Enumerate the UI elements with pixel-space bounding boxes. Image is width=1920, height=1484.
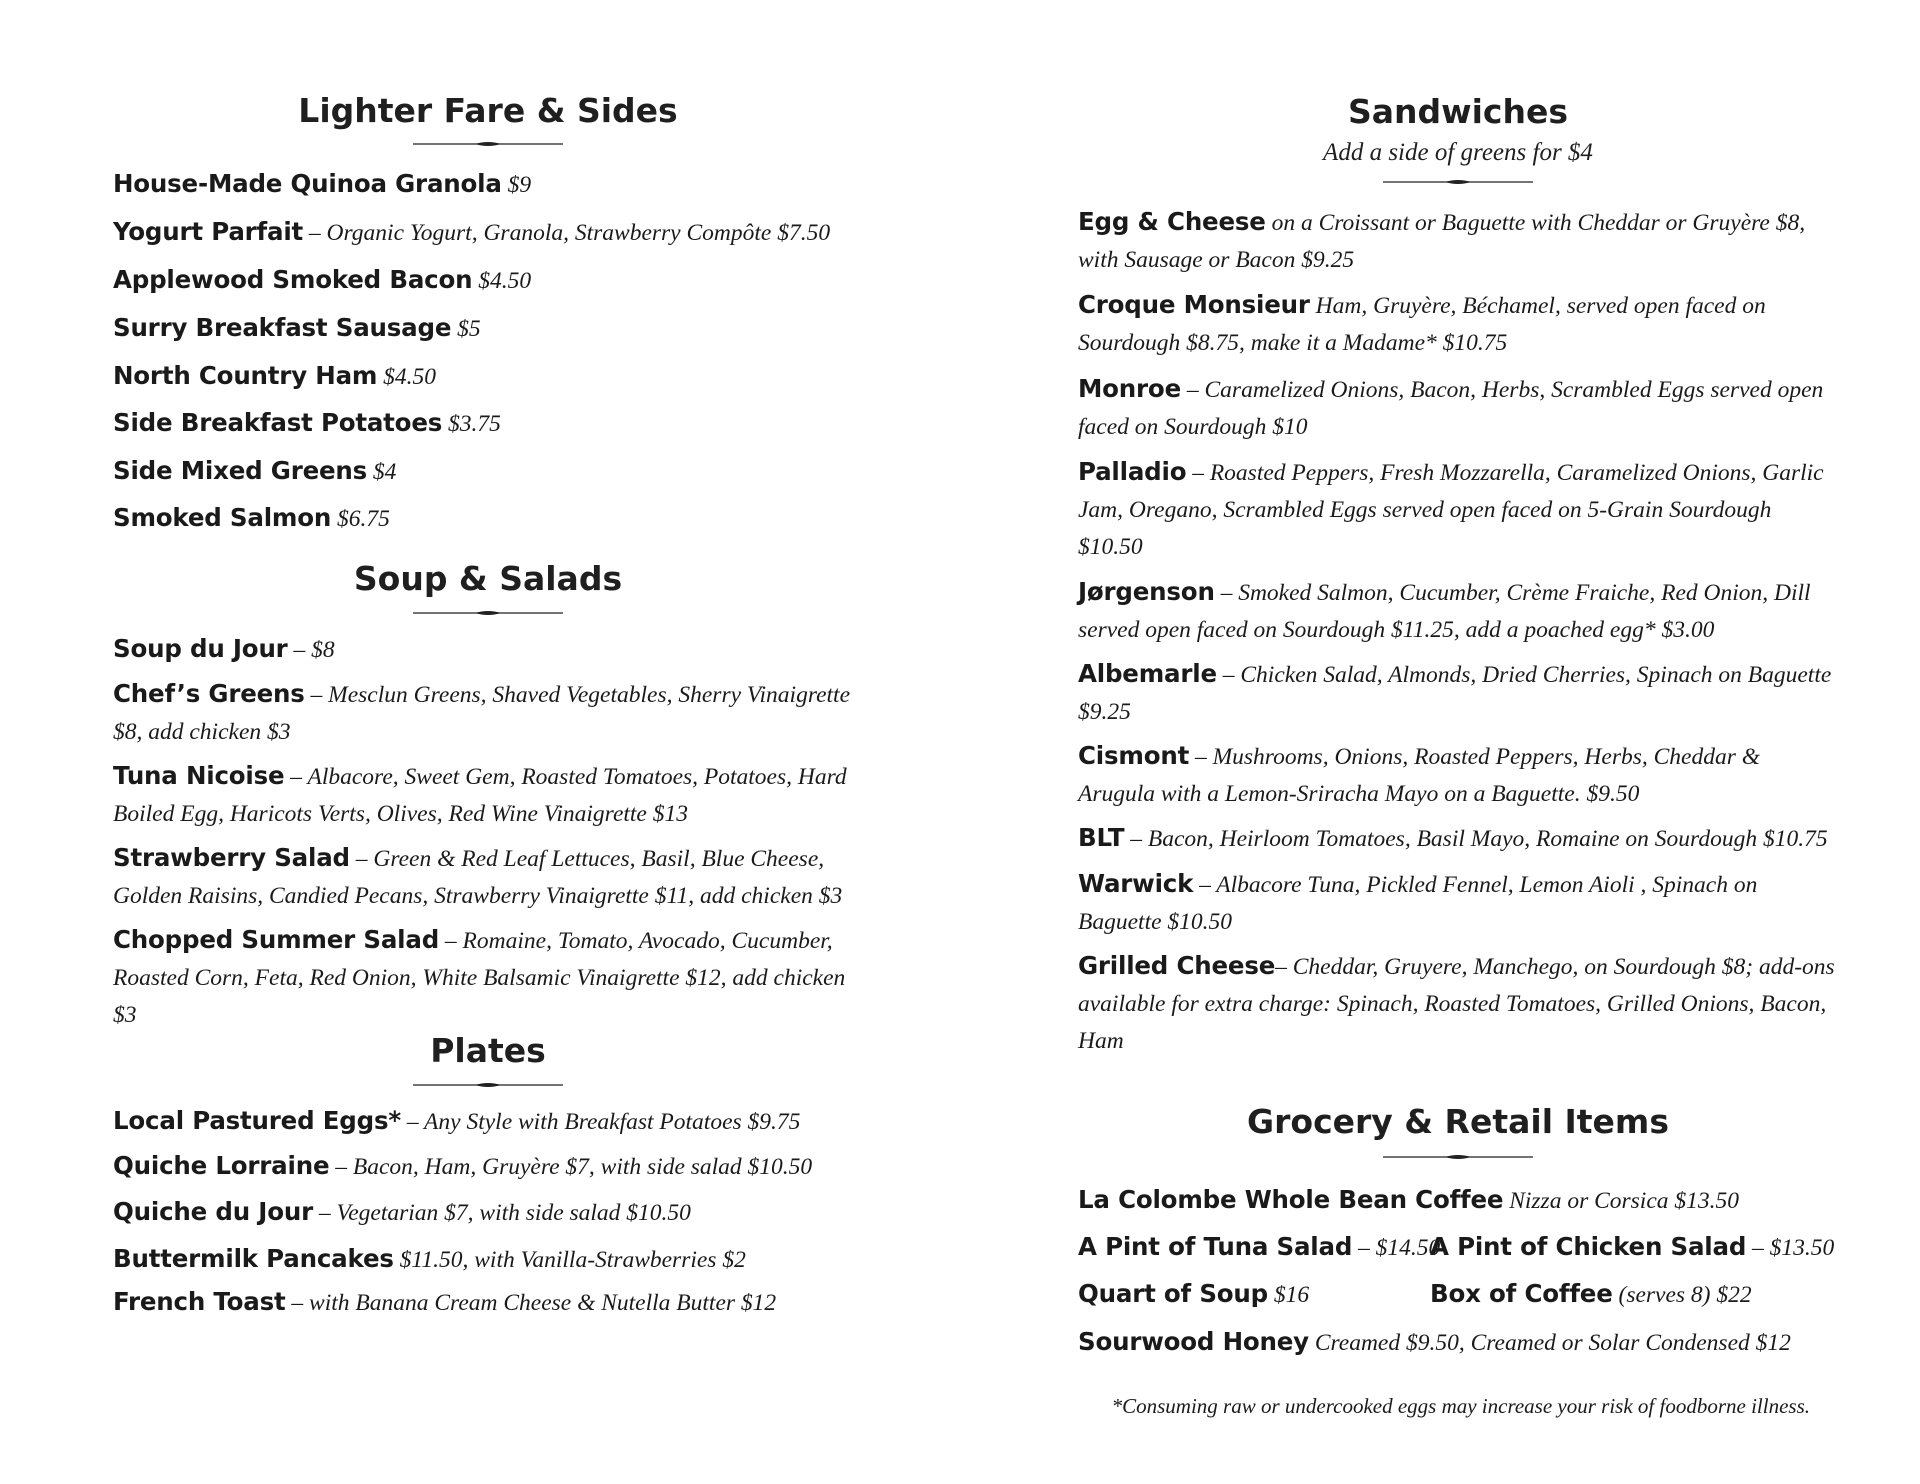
ornament-divider [1383, 1153, 1533, 1161]
menu-item: Grilled Cheese– Cheddar, Gruyere, Manchego, on Sourdough $8; add-ons available for extra charge: Spinach, Roasted Tomatoes, Grilled Onions, Bacon, Ham [1078, 951, 1835, 1054]
menu-item: Jørgenson – Smoked Salmon, Cucumber, Crème Fraiche, Red Onion, Dill served open faced on Sourdough $11.25, add a poached egg* $3.00 [1078, 577, 1811, 643]
menu-item: Monroe – Caramelized Onions, Bacon, Herbs, Scrambled Eggs served open faced on Sourdough $10 [1078, 374, 1824, 440]
menu-item: Chopped Summer Salad – Romaine, Tomato, Avocado, Cucumber, Roasted Corn, Feta, Red Onion, White Balsamic Vinaigrette $12, add chicken $3 [113, 925, 846, 1028]
menu-item: A Pint of Tuna Salad – $14.50 [1078, 1232, 1441, 1261]
menu-item: Buttermilk Pancakes $11.50, with Vanilla-Strawberries $2 [113, 1244, 746, 1273]
menu-item: Quiche Lorraine – Bacon, Ham, Gruyère $7, with side salad $10.50 [113, 1151, 813, 1180]
ornament-divider [413, 140, 563, 148]
menu-item: French Toast – with Banana Cream Cheese & Nutella Butter $12 [113, 1287, 777, 1316]
menu-item: Soup du Jour – $8 [113, 634, 335, 663]
footnote: *Consuming raw or undercooked eggs may increase your risk of foodborne illness. [1111, 1394, 1810, 1418]
menu-item: Local Pastured Eggs* – Any Style with Breakfast Potatoes $9.75 [113, 1106, 801, 1135]
menu-item: Box of Coffee (serves 8) $22 [1430, 1279, 1752, 1308]
menu-item: Chef’s Greens – Mesclun Greens, Shaved Vegetables, Sherry Vinaigrette $8, add chicken $3 [113, 679, 851, 745]
menu-item: Quart of Soup $16 [1078, 1279, 1310, 1308]
menu-item: La Colombe Whole Bean Coffee Nizza or Corsica $13.50 [1078, 1185, 1740, 1214]
section-title-sandwiches: Sandwiches [1347, 92, 1569, 131]
section-title-soup-salads: Soup & Salads [353, 559, 623, 598]
section-subtitle: Add a side of greens for $4 [1323, 139, 1593, 166]
section-title-plates: Plates [430, 1031, 546, 1070]
menu-item: Palladio – Roasted Peppers, Fresh Mozzarella, Caramelized Onions, Garlic Jam, Oregano, Scrambled Eggs served open faced on 5-Grain Sourdough $10.50 [1078, 457, 1824, 560]
ornament-divider [1383, 178, 1533, 186]
menu-item: Smoked Salmon $6.75 [113, 503, 390, 532]
menu-item: Tuna Nicoise – Albacore, Sweet Gem, Roasted Tomatoes, Potatoes, Hard Boiled Egg, Haricots Verts, Olives, Red Wine Vinaigrette $13 [113, 761, 847, 827]
menu-item: Side Breakfast Potatoes $3.75 [113, 408, 501, 437]
ornament-divider [413, 1081, 563, 1089]
menu-item: Quiche du Jour – Vegetarian $7, with side salad $10.50 [113, 1197, 691, 1226]
menu-item: Warwick – Albacore Tuna, Pickled Fennel, Lemon Aioli , Spinach on Baguette $10.50 [1078, 869, 1758, 935]
menu-item: A Pint of Chicken Salad – $13.50 [1430, 1232, 1835, 1261]
section-title-lighter-fare: Lighter Fare & Sides [298, 91, 678, 130]
menu-item: Albemarle – Chicken Salad, Almonds, Dried Cherries, Spinach on Baguette $9.25 [1078, 659, 1832, 725]
section-title-grocery: Grocery & Retail Items [1247, 1102, 1669, 1141]
menu-item: Side Mixed Greens $4 [113, 456, 397, 485]
menu-item: House-Made Quinoa Granola $9 [113, 169, 532, 198]
menu-item: North Country Ham $4.50 [113, 361, 437, 390]
menu-item: Applewood Smoked Bacon $4.50 [113, 265, 532, 294]
menu-item: Yogurt Parfait – Organic Yogurt, Granola, Strawberry Compôte $7.50 [113, 217, 831, 246]
ornament-divider [413, 609, 563, 617]
menu-item: Strawberry Salad – Green & Red Leaf Lettuces, Basil, Blue Cheese, Golden Raisins, Candied Pecans, Strawberry Vinaigrette $11, add chicken $3 [113, 843, 843, 909]
menu-item: Sourwood Honey Creamed $9.50, Creamed or Solar Condensed $12 [1078, 1327, 1791, 1356]
menu-item: Croque Monsieur Ham, Gruyère, Béchamel, served open faced on Sourdough $8.75, make it a Madame* $10.75 [1078, 290, 1766, 356]
menu-item: Egg & Cheese on a Croissant or Baguette with Cheddar or Gruyère $8, with Sausage or Bacon $9.25 [1078, 207, 1806, 273]
menu-item: Surry Breakfast Sausage $5 [113, 313, 481, 342]
menu-item: BLT – Bacon, Heirloom Tomatoes, Basil Mayo, Romaine on Sourdough $10.75 [1078, 823, 1828, 852]
menu-item: Cismont – Mushrooms, Onions, Roasted Peppers, Herbs, Cheddar & Arugula with a Lemon-Sriracha Mayo on a Baguette. $9.50 [1078, 741, 1761, 807]
